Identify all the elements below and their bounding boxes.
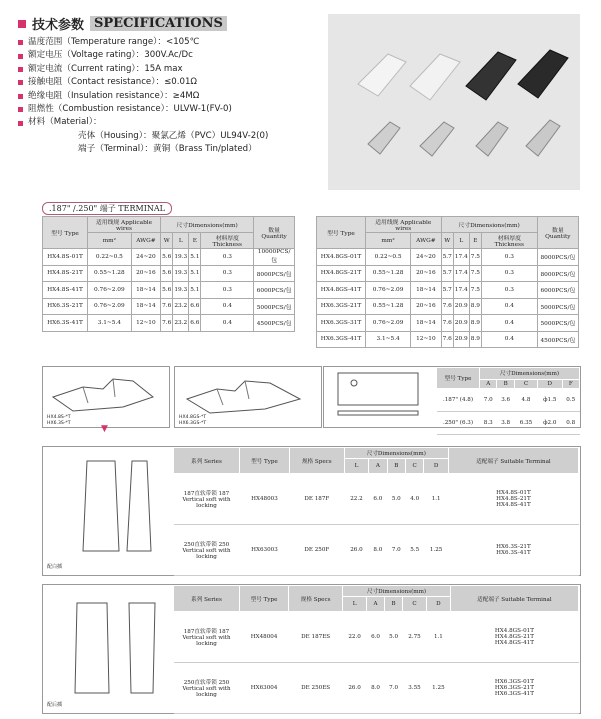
table-row: HX4.8GS-41T 0.76~2.09 18~14 5.7 17.4 7.5 0.3 6000PCS/包 [317,282,579,299]
terminal-drawing-1 [42,366,170,428]
tab-dimension-panel [323,366,581,428]
bullet-icon [18,94,23,99]
bullet-square-icon [18,20,26,28]
flag-sleeve-drawing [47,589,167,709]
sleeve-table-1: 系列 Series 型号 Type 规格 Specs 尺寸Dimensions(mm) 适配端子 Suitable Terminal L A B C D 187直软带锁 187 Vertical soft with locking HX48003 DE 187F 22.2 6.0 5.0 4.0 1.1 HX4.8S-01T HX4.8S-21T HX4.8S-41T 250直软带锁 250 Vertical soft with locking HX63003 DE 250F 26.0 8.0 7.0 5.5 1.25 HX6.3S-21T HX6.3S-41T [173,447,579,576]
terminal-table-right: 型号 Type 适用线规 Applicable wires 尺寸Dimensions(mm) 数量 Quantity mm² AWG# W L E 材料厚度 Thickness HX4.8GS-01T 0.22~0.5 24~20 5.7 17.4 7.5 0.3 8000PCS/包 HX4.8GS-21T 0.55~1.28 20~16 5.7 17.4 7.5 0.3 8000PCS/包 HX4.8GS-41T 0.76~2.09 18~14 5.7 17.4 7.5 0.3 6000PCS/包 HX6.3GS-21T 0.55~1.28 20~16 7.6 20.9 8.9 0.4 5000PCS/包 HX6.3GS-31T 0.76~2.09 18~14 7.6 20.9 8.9 0.4 5000PCS/包 HX6.3GS-41T 3.1~5.4 12~10 7.6 20.9 8.9 0.4 4500PCS/包 [316,216,579,348]
spec-item: 额定电流（Current rating）：15A max [18,63,268,76]
sleeve-section-2 [42,584,581,714]
heading-cn: 技术参数 [32,18,85,33]
drawing-caption: HX4.8GS-*T HX6.3GS-*T [179,415,207,426]
spec-list [18,36,268,157]
table-row: HX4.8S-21T 0.55~1.28 20~16 5.6 19.3 5.1 0.3 8000PCS/包 [43,265,295,282]
terminal-sleeves-image [328,14,580,190]
table-row: 187直软带锁 187 Vertical soft with locking HX48004 DE 187ES 22.0 6.0 5.0 2.75 1.1 HX4.8GS-01T HX4.8GS-21T HX4.8GS-41T [174,612,579,663]
table-row: .250" (6.3) 8.3 3.8 6.35 ф2.0 0.8 [437,412,580,435]
terminal-drawing-2 [174,366,322,428]
bullet-icon [18,67,23,72]
table-row: HX6.3S-41T 3.1~5.4 12~10 7.6 23.2 6.6 0.4 4500PCS/包 [43,315,295,332]
table-row: HX4.8GS-01T 0.22~0.5 24~20 5.7 17.4 7.5 0.3 8000PCS/包 [317,249,579,266]
table-row: HX4.8S-41T 0.76~2.09 18~14 5.6 19.3 5.1 0.3 6000PCS/包 [43,282,295,299]
table-row: 250直软带锁 250 Vertical soft with locking HX63004 DE 250ES 26.0 8.0 7.0 3.55 1.25 HX6.3GS-01T HX6.3GS-21T HX6.3GS-41T [174,663,579,714]
bullet-icon [18,107,23,112]
sleeve-label: 配后插 [47,702,63,708]
tab-dimension-table: 型号 Type 尺寸Dimensions(mm) A B C D F .187" (4.8) 7.0 3.6 4.8 ф1.5 0.5 .250" (6.3) 8.3 3.8 6.35 ф2.0 0.8 [436,367,580,435]
table-row: HX4.8S-01T 0.22~0.5 24~20 5.6 19.3 5.1 0.3 10000PCS/包 [43,249,295,266]
table-row: 250直软带锁 250 Vertical soft with locking HX63003 DE 250F 26.0 8.0 7.0 5.5 1.25 HX6.3S-21T HX6.3S-41T [174,525,579,576]
down-arrow-icon: ▼ [101,424,108,434]
spec-item: 温度范围（Temperature range）：<105℃ [18,36,268,49]
product-photo [328,14,580,190]
material-terminal: 端子（Terminal）：黄铜（Brass Tin/plated） [78,144,257,155]
table-row: HX6.3S-21T 0.76~2.09 18~14 7.6 23.2 6.6 0.4 5000PCS/包 [43,298,295,315]
spec-item: 额定电压（Voltage rating）：300V.Ac/Dc [18,49,268,62]
table-row: 187直软带锁 187 Vertical soft with locking HX48003 DE 187F 22.2 6.0 5.0 4.0 1.1 HX4.8S-01T HX4.8S-21T HX4.8S-41T [174,474,579,525]
bullet-icon [18,80,23,85]
table-row: .187" (4.8) 7.0 3.6 4.8 ф1.5 0.5 [437,389,580,412]
bullet-icon [18,54,23,59]
spec-item: 阻燃性（Combustion resistance）：ULVW-1(FV-0) [18,103,268,116]
table-row: HX6.3GS-31T 0.76~2.09 18~14 7.6 20.9 8.9 0.4 5000PCS/包 [317,315,579,332]
section-tag: .187" /.250" 端子 TERMINAL [42,202,172,215]
tab-drawing [324,367,434,427]
table-row: HX6.3GS-41T 3.1~5.4 12~10 7.6 20.9 8.9 0.4 4500PCS/包 [317,331,579,348]
heading-en: SPECIFICATIONS [90,16,227,31]
drawing-caption: HX4.8S-*T HX6.3S-*T [47,415,71,426]
table-row: HX4.8GS-21T 0.55~1.28 20~16 5.7 17.4 7.5 0.3 8000PCS/包 [317,265,579,282]
sleeve-section-1 [42,446,581,576]
sleeve-label: 配白插 [47,564,63,570]
page-heading [18,14,227,33]
table-row: HX6.3GS-21T 0.55~1.28 20~16 7.6 20.9 8.9 0.4 5000PCS/包 [317,298,579,315]
spec-item: 绝缘电阻（Insulation resistance）：≥4MΩ [18,90,268,103]
bullet-icon [18,121,23,126]
terminal-table-left: 型号 Type 适用线规 Applicable wires 尺寸Dimensions(mm) 数量 Quantity mm² AWG# W L E 材料厚度 Thickness HX4.8S-01T 0.22~0.5 24~20 5.6 19.3 5.1 0.3 10000PCS/包 HX4.8S-21T 0.55~1.28 20~16 5.6 19.3 5.1 0.3 8000PCS/包 HX4.8S-41T 0.76~2.09 18~14 5.6 19.3 5.1 0.3 6000PCS/包 HX6.3S-21T 0.76~2.09 18~14 7.6 23.2 6.6 0.4 5000PCS/包 HX6.3S-41T 3.1~5.4 12~10 7.6 23.2 6.6 0.4 4500PCS/包 [42,216,295,332]
material-housing: 壳体（Housing）：聚氯乙烯（PVC）UL94V-2(0) [78,130,269,141]
spec-item: 接触电阻（Contact resistance）：≤0.01Ω [18,76,268,89]
vertical-sleeve-drawing [47,451,167,571]
bullet-icon [18,40,23,45]
spec-item: 材料（Material）： [18,116,268,129]
sleeve-table-2: 系列 Series 型号 Type 规格 Specs 尺寸Dimensions(mm) 适配端子 Suitable Terminal L A B C D 187直软带锁 187 Vertical soft with locking HX48004 DE 187ES 22.0 6.0 5.0 2.75 1.1 HX4.8GS-01T HX4.8GS-21T HX4.8GS-41T 250直软带锁 250 Vertical soft with locking HX63004 DE 250ES 26.0 8.0 7.0 3.55 1.25 HX6.3GS-01T HX6.3GS-21T HX6.3GS-41T [173,585,579,714]
